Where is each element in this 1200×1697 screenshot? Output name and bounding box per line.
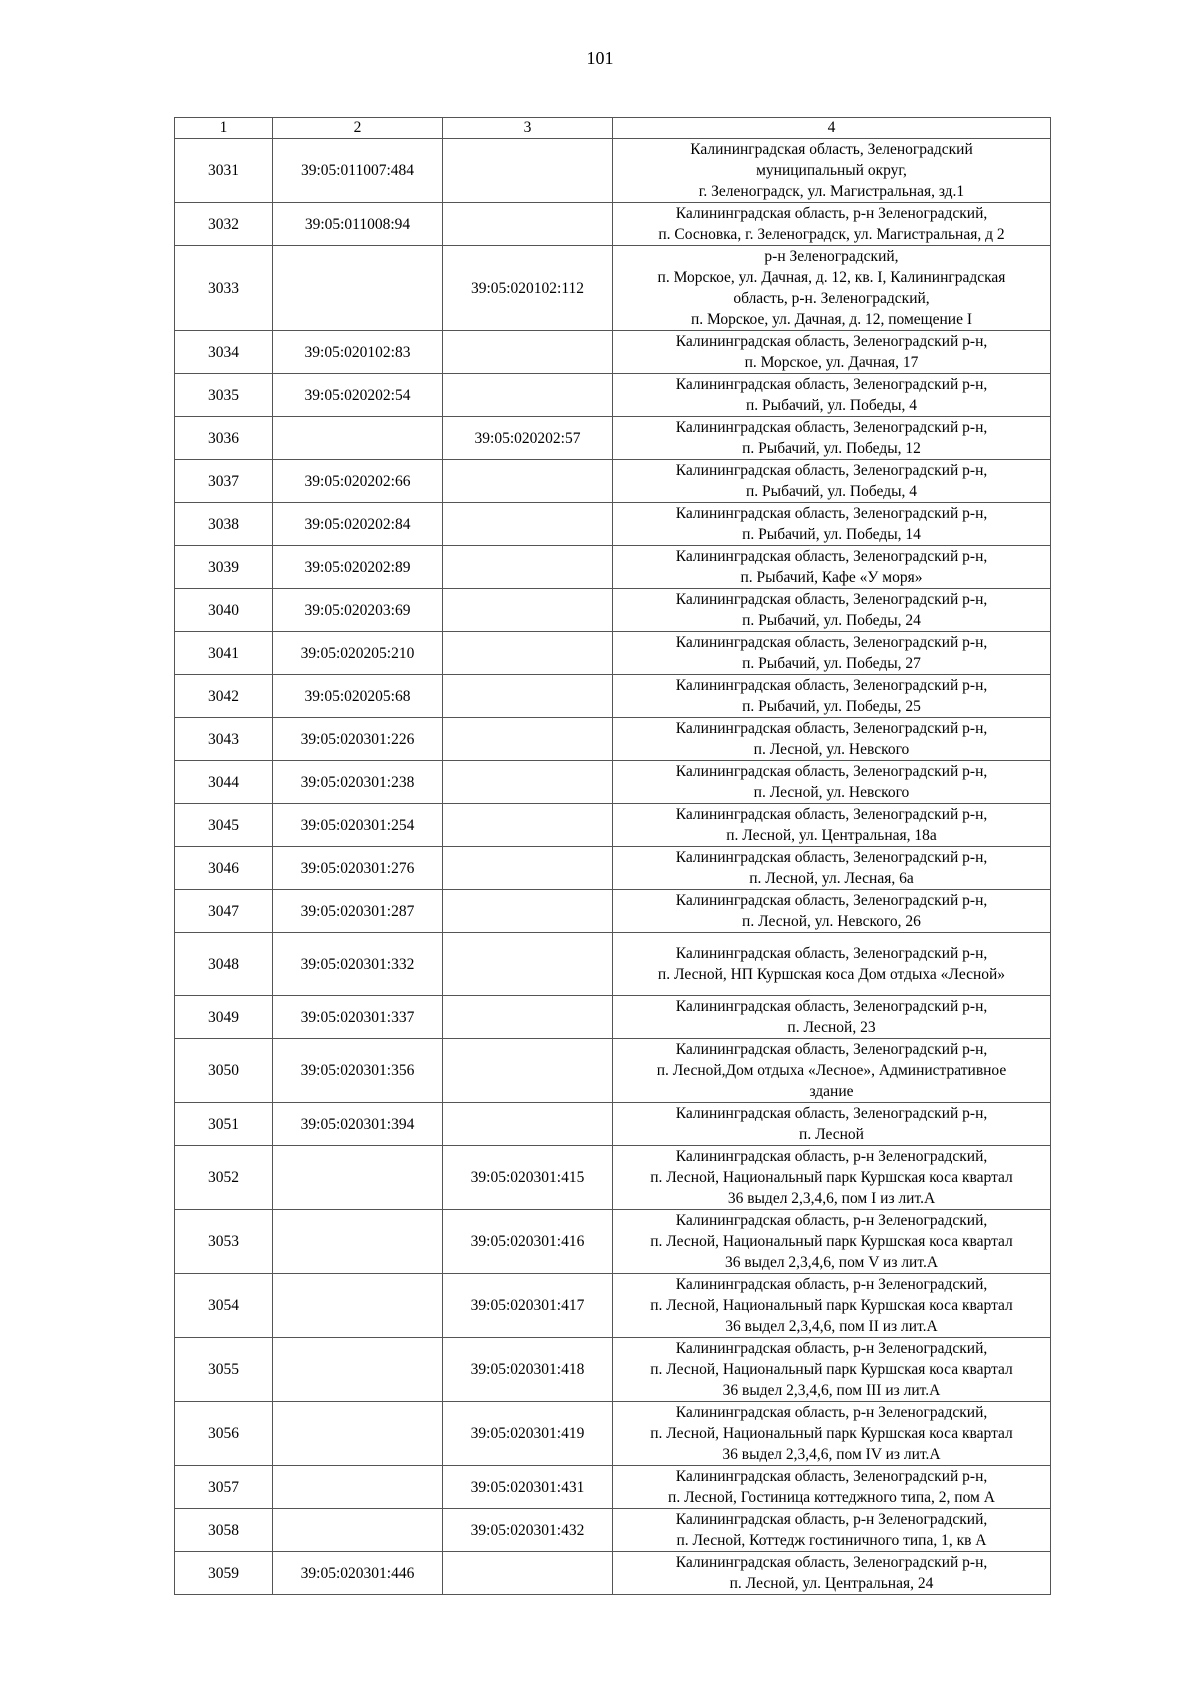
cadastral-number-cell [273, 1509, 443, 1552]
cadastral-number-cell: 39:05:020301:238 [273, 761, 443, 804]
address-cell: Калининградская область, Зеленоградский р-н, п. Рыбачий, ул. Победы, 24 [613, 589, 1051, 632]
building-number-cell [443, 675, 613, 718]
address-cell: Калининградская область, р-н Зеленоградский, п. Лесной, Национальный парк Куршская коса квартал 36 выдел 2,3,4,6, пом IV из лит.А [613, 1402, 1051, 1466]
table-row [175, 1509, 1051, 1552]
building-number-cell [443, 996, 613, 1039]
cadastral-number-cell: 39:05:020301:337 [273, 996, 443, 1039]
address-cell: Калининградская область, Зеленоградский р-н, п. Лесной,Дом отдыха «Лесное», Административное здание [613, 1039, 1051, 1103]
row-number-cell: 3051 [175, 1103, 273, 1146]
table-row [175, 632, 1051, 675]
table-row [175, 503, 1051, 546]
row-number-cell: 3059 [175, 1552, 273, 1595]
column-header: 1 [175, 118, 273, 139]
address-cell: Калининградская область, Зеленоградский р-н, п. Лесной, НП Куршская коса Дом отдыха «Лесной» [613, 933, 1051, 996]
cadastral-number-cell [273, 417, 443, 460]
building-number-cell [443, 139, 613, 203]
table-row [175, 1402, 1051, 1466]
table-row [175, 1103, 1051, 1146]
row-number-cell: 3047 [175, 890, 273, 933]
row-number-cell: 3046 [175, 847, 273, 890]
table-row [175, 996, 1051, 1039]
page-number: 101 [586, 48, 614, 68]
table-row [175, 374, 1051, 417]
cadastral-number-cell: 39:05:020205:210 [273, 632, 443, 675]
row-number-cell: 3056 [175, 1402, 273, 1466]
building-number-cell [443, 1039, 613, 1103]
row-number-cell: 3039 [175, 546, 273, 589]
row-number-cell: 3040 [175, 589, 273, 632]
address-cell: Калининградская область, р-н Зеленоградский, п. Сосновка, г. Зеленоградск, ул. Магистральная, д 2 [613, 203, 1051, 246]
cadastral-number-cell: 39:05:020301:446 [273, 1552, 443, 1595]
building-number-cell [443, 632, 613, 675]
row-number-cell: 3043 [175, 718, 273, 761]
cadastral-number-cell: 39:05:020301:226 [273, 718, 443, 761]
table-row [175, 139, 1051, 203]
table-row [175, 675, 1051, 718]
building-number-cell [443, 1552, 613, 1595]
address-cell: Калининградская область, Зеленоградский р-н, п. Рыбачий, ул. Победы, 4 [613, 460, 1051, 503]
table-row [175, 718, 1051, 761]
building-number-cell [443, 589, 613, 632]
address-cell: Калининградская область, Зеленоградский р-н, п. Рыбачий, ул. Победы, 12 [613, 417, 1051, 460]
cadastral-number-cell [273, 1210, 443, 1274]
row-number-cell: 3042 [175, 675, 273, 718]
building-number-cell: 39:05:020301:431 [443, 1466, 613, 1509]
address-cell: Калининградская область, Зеленоградский р-н, п. Рыбачий, ул. Победы, 25 [613, 675, 1051, 718]
cadastral-number-cell [273, 1466, 443, 1509]
address-cell: Калининградская область, р-н Зеленоградский, п. Лесной, Национальный парк Куршская коса квартал 36 выдел 2,3,4,6, пом V из лит.А [613, 1210, 1051, 1274]
table-row [175, 1552, 1051, 1595]
building-number-cell [443, 718, 613, 761]
column-header: 4 [613, 118, 1051, 139]
row-number-cell: 3058 [175, 1509, 273, 1552]
table-row [175, 761, 1051, 804]
table-row [175, 331, 1051, 374]
cadastral-number-cell: 39:05:020202:66 [273, 460, 443, 503]
table-row [175, 417, 1051, 460]
row-number-cell: 3052 [175, 1146, 273, 1210]
address-cell: Калининградская область, Зеленоградский р-н, п. Лесной, Гостиница коттеджного типа, 2, пом А [613, 1466, 1051, 1509]
cadastral-number-cell: 39:05:020102:83 [273, 331, 443, 374]
row-number-cell: 3053 [175, 1210, 273, 1274]
building-number-cell [443, 933, 613, 996]
cadastral-number-cell [273, 246, 443, 331]
cadastral-number-cell: 39:05:020202:54 [273, 374, 443, 417]
table-row [175, 890, 1051, 933]
row-number-cell: 3055 [175, 1338, 273, 1402]
cadastral-number-cell [273, 1274, 443, 1338]
cadastral-number-cell: 39:05:020301:332 [273, 933, 443, 996]
address-cell: Калининградская область, р-н Зеленоградский, п. Лесной, Национальный парк Куршская коса квартал 36 выдел 2,3,4,6, пом III из лит.А [613, 1338, 1051, 1402]
cadastral-table [174, 117, 1051, 1595]
row-number-cell: 3033 [175, 246, 273, 331]
column-header: 3 [443, 118, 613, 139]
building-number-cell [443, 460, 613, 503]
table-row [175, 203, 1051, 246]
table-row [175, 1338, 1051, 1402]
cadastral-number-cell [273, 1338, 443, 1402]
building-number-cell [443, 331, 613, 374]
building-number-cell: 39:05:020301:432 [443, 1509, 613, 1552]
building-number-cell: 39:05:020301:418 [443, 1338, 613, 1402]
cadastral-number-cell: 39:05:011007:484 [273, 139, 443, 203]
building-number-cell [443, 804, 613, 847]
row-number-cell: 3044 [175, 761, 273, 804]
building-number-cell [443, 847, 613, 890]
cadastral-number-cell: 39:05:020202:89 [273, 546, 443, 589]
table-row [175, 1039, 1051, 1103]
row-number-cell: 3054 [175, 1274, 273, 1338]
table-header-row [175, 118, 1051, 139]
address-cell: Калининградская область, Зеленоградский р-н, п. Рыбачий, Кафе «У моря» [613, 546, 1051, 589]
address-cell: Калининградская область, Зеленоградский р-н, п. Лесной, ул. Невского [613, 761, 1051, 804]
cadastral-number-cell: 39:05:020301:356 [273, 1039, 443, 1103]
row-number-cell: 3036 [175, 417, 273, 460]
address-cell: р-н Зеленоградский, п. Морское, ул. Дачная, д. 12, кв. I, Калининградская область, р-н. Зеленоградский, п. Морское, ул. Дачная, д. 12, помещение I [613, 246, 1051, 331]
table-row [175, 1274, 1051, 1338]
row-number-cell: 3045 [175, 804, 273, 847]
address-cell: Калининградская область, Зеленоградский р-н, п. Лесной, ул. Лесная, 6а [613, 847, 1051, 890]
row-number-cell: 3032 [175, 203, 273, 246]
cadastral-number-cell: 39:05:020202:84 [273, 503, 443, 546]
table-row [175, 546, 1051, 589]
address-cell: Калининградская область, Зеленоградский р-н, п. Лесной, ул. Невского [613, 718, 1051, 761]
row-number-cell: 3038 [175, 503, 273, 546]
address-cell: Калининградская область, Зеленоградский р-н, п. Морское, ул. Дачная, 17 [613, 331, 1051, 374]
row-number-cell: 3057 [175, 1466, 273, 1509]
building-number-cell: 39:05:020202:57 [443, 417, 613, 460]
cadastral-number-cell: 39:05:020301:287 [273, 890, 443, 933]
row-number-cell: 3034 [175, 331, 273, 374]
address-cell: Калининградская область, Зеленоградский р-н, п. Лесной, ул. Невского, 26 [613, 890, 1051, 933]
table-row [175, 1210, 1051, 1274]
row-number-cell: 3049 [175, 996, 273, 1039]
row-number-cell: 3031 [175, 139, 273, 203]
address-cell: Калининградская область, Зеленоградский р-н, п. Рыбачий, ул. Победы, 14 [613, 503, 1051, 546]
address-cell: Калининградская область, р-н Зеленоградский, п. Лесной, Национальный парк Куршская коса квартал 36 выдел 2,3,4,6, пом I из лит.А [613, 1146, 1051, 1210]
address-cell: Калининградская область, р-н Зеленоградский, п. Лесной, Национальный парк Куршская коса квартал 36 выдел 2,3,4,6, пом II из лит.А [613, 1274, 1051, 1338]
address-cell: Калининградская область, Зеленоградский муниципальный округ, г. Зеленоградск, ул. Магистральная, зд.1 [613, 139, 1051, 203]
table-row [175, 246, 1051, 331]
cadastral-number-cell [273, 1146, 443, 1210]
building-number-cell: 39:05:020301:415 [443, 1146, 613, 1210]
column-header: 2 [273, 118, 443, 139]
address-cell: Калининградская область, Зеленоградский р-н, п. Рыбачий, ул. Победы, 27 [613, 632, 1051, 675]
table-row [175, 589, 1051, 632]
table-row [175, 933, 1051, 996]
cadastral-number-cell: 39:05:011008:94 [273, 203, 443, 246]
row-number-cell: 3050 [175, 1039, 273, 1103]
cadastral-number-cell: 39:05:020205:68 [273, 675, 443, 718]
cadastral-number-cell: 39:05:020301:394 [273, 1103, 443, 1146]
address-cell: Калининградская область, р-н Зеленоградский, п. Лесной, Коттедж гостиничного типа, 1, кв А [613, 1509, 1051, 1552]
address-cell: Калининградская область, Зеленоградский р-н, п. Лесной [613, 1103, 1051, 1146]
address-cell: Калининградская область, Зеленоградский р-н, п. Рыбачий, ул. Победы, 4 [613, 374, 1051, 417]
building-number-cell [443, 374, 613, 417]
address-cell: Калининградская область, Зеленоградский р-н, п. Лесной, 23 [613, 996, 1051, 1039]
address-cell: Калининградская область, Зеленоградский р-н, п. Лесной, ул. Центральная, 18а [613, 804, 1051, 847]
row-number-cell: 3037 [175, 460, 273, 503]
building-number-cell: 39:05:020301:419 [443, 1402, 613, 1466]
table-row [175, 460, 1051, 503]
address-cell: Калининградская область, Зеленоградский р-н, п. Лесной, ул. Центральная, 24 [613, 1552, 1051, 1595]
building-number-cell [443, 761, 613, 804]
building-number-cell: 39:05:020301:416 [443, 1210, 613, 1274]
building-number-cell [443, 890, 613, 933]
cadastral-number-cell: 39:05:020203:69 [273, 589, 443, 632]
row-number-cell: 3048 [175, 933, 273, 996]
row-number-cell: 3035 [175, 374, 273, 417]
building-number-cell [443, 546, 613, 589]
table-row [175, 1466, 1051, 1509]
cadastral-number-cell: 39:05:020301:276 [273, 847, 443, 890]
building-number-cell [443, 503, 613, 546]
table-row [175, 847, 1051, 890]
building-number-cell: 39:05:020102:112 [443, 246, 613, 331]
table-row [175, 804, 1051, 847]
table-row [175, 1146, 1051, 1210]
building-number-cell [443, 1103, 613, 1146]
building-number-cell [443, 203, 613, 246]
cadastral-number-cell [273, 1402, 443, 1466]
row-number-cell: 3041 [175, 632, 273, 675]
cadastral-number-cell: 39:05:020301:254 [273, 804, 443, 847]
building-number-cell: 39:05:020301:417 [443, 1274, 613, 1338]
